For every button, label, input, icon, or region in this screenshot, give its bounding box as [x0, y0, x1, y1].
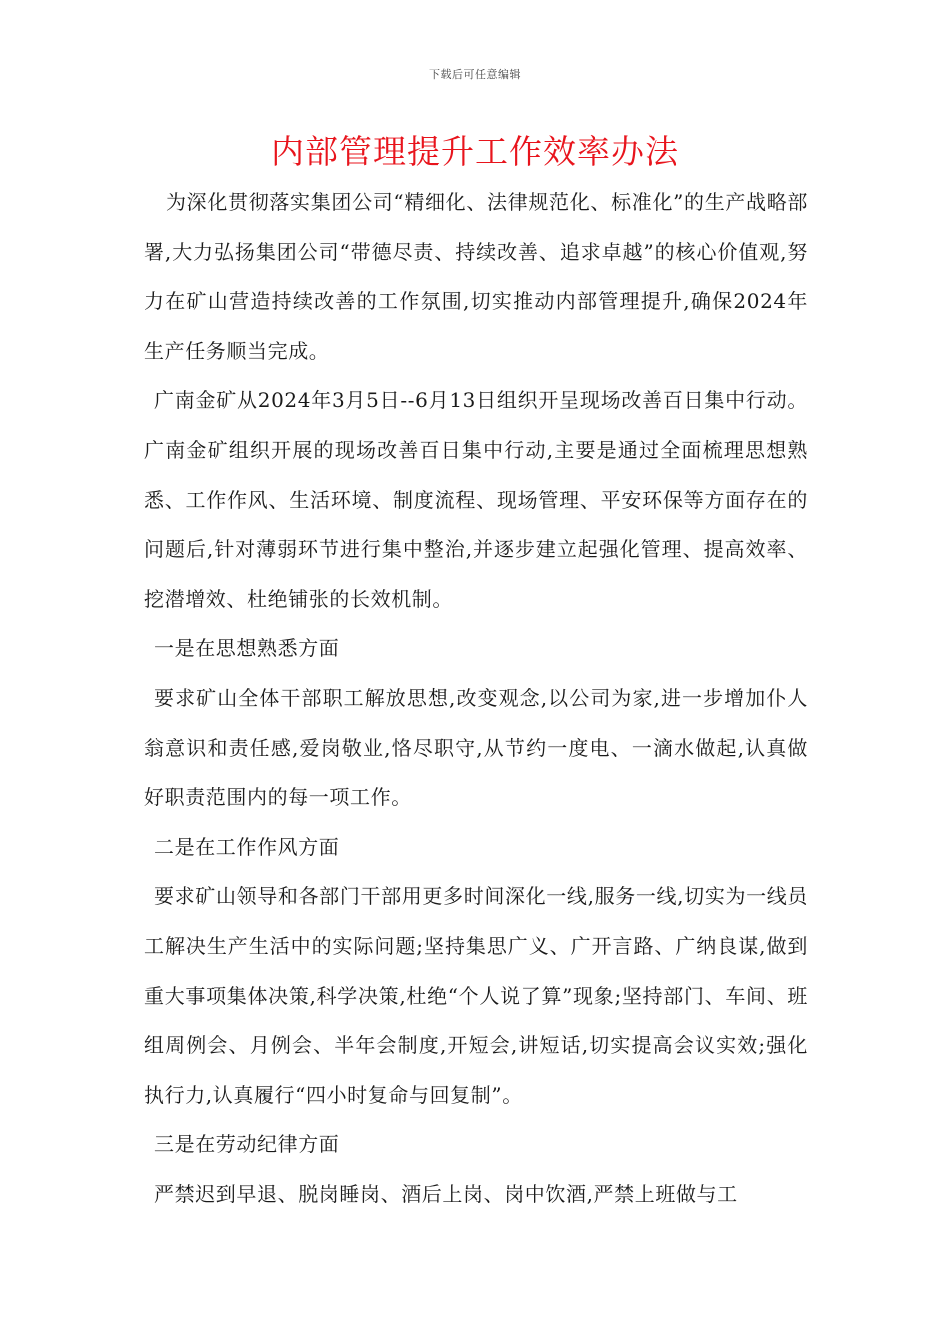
- section-heading-work-style: 二是在工作作风方面: [154, 834, 340, 859]
- paragraph-discipline: 严禁迟到早退、脱岗睡岗、酒后上岗、岗中饮酒,严禁上班做与工: [154, 1181, 738, 1206]
- paragraph-thinking: 要求矿山全体干部职工解放思想,改变观念,以公司为家,进一步增加仆人翁意识和责任感,爱岗敬业,恪尽职守,从节约一度电、一滴水做起,认真做好职责范围内的每一项工作。: [144, 685, 808, 810]
- paragraph-intro: 为深化贯彻落实集团公司“精细化、法律规范化、标准化”的生产战略部署,大力弘扬集团公司“带德尽责、持续改善、追求卓越”的核心价值观,努力在矿山营造持续改善的工作氛围,切实推动内部管理提升,确保2024年生产任务顺当完成。: [144, 190, 808, 363]
- section-heading-thinking: 一是在思想熟悉方面: [154, 636, 340, 661]
- document-body: [144, 178, 808, 1219]
- paragraph-work-style: 要求矿山领导和各部门干部用更多时间深化一线,服务一线,切实为一线员工解决生产生活中的实际问题;坚持集思广义、广开言路、广纳良谋,做到重大事项集体决策,科学决策,杜绝“个人说了算”现象;坚持部门、车间、班组周例会、月例会、半年会制度,开短会,讲短话,切实提高会议实效;强化执行力,认真履行“四小时复命与回复制”。: [144, 884, 808, 1107]
- header-note: 下载后可任意编辑: [429, 68, 521, 81]
- paragraph-campaign: 广南金矿从2024年3月5日--6月13日组织开呈现场改善百日集中行动。广南金矿组织开展的现场改善百日集中行动,主要是通过全面梳理思想熟悉、工作作风、生活环境、制度流程、现场管理、平安环保等方面存在的问题后,针对薄弱环节进行集中整治,并逐步建立起强化管理、提高效率、挖潜增效、杜绝铺张的长效机制。: [144, 388, 808, 611]
- section-heading-discipline: 三是在劳动纪律方面: [154, 1132, 340, 1157]
- document-title: 内部管理提升工作效率办法: [271, 132, 679, 171]
